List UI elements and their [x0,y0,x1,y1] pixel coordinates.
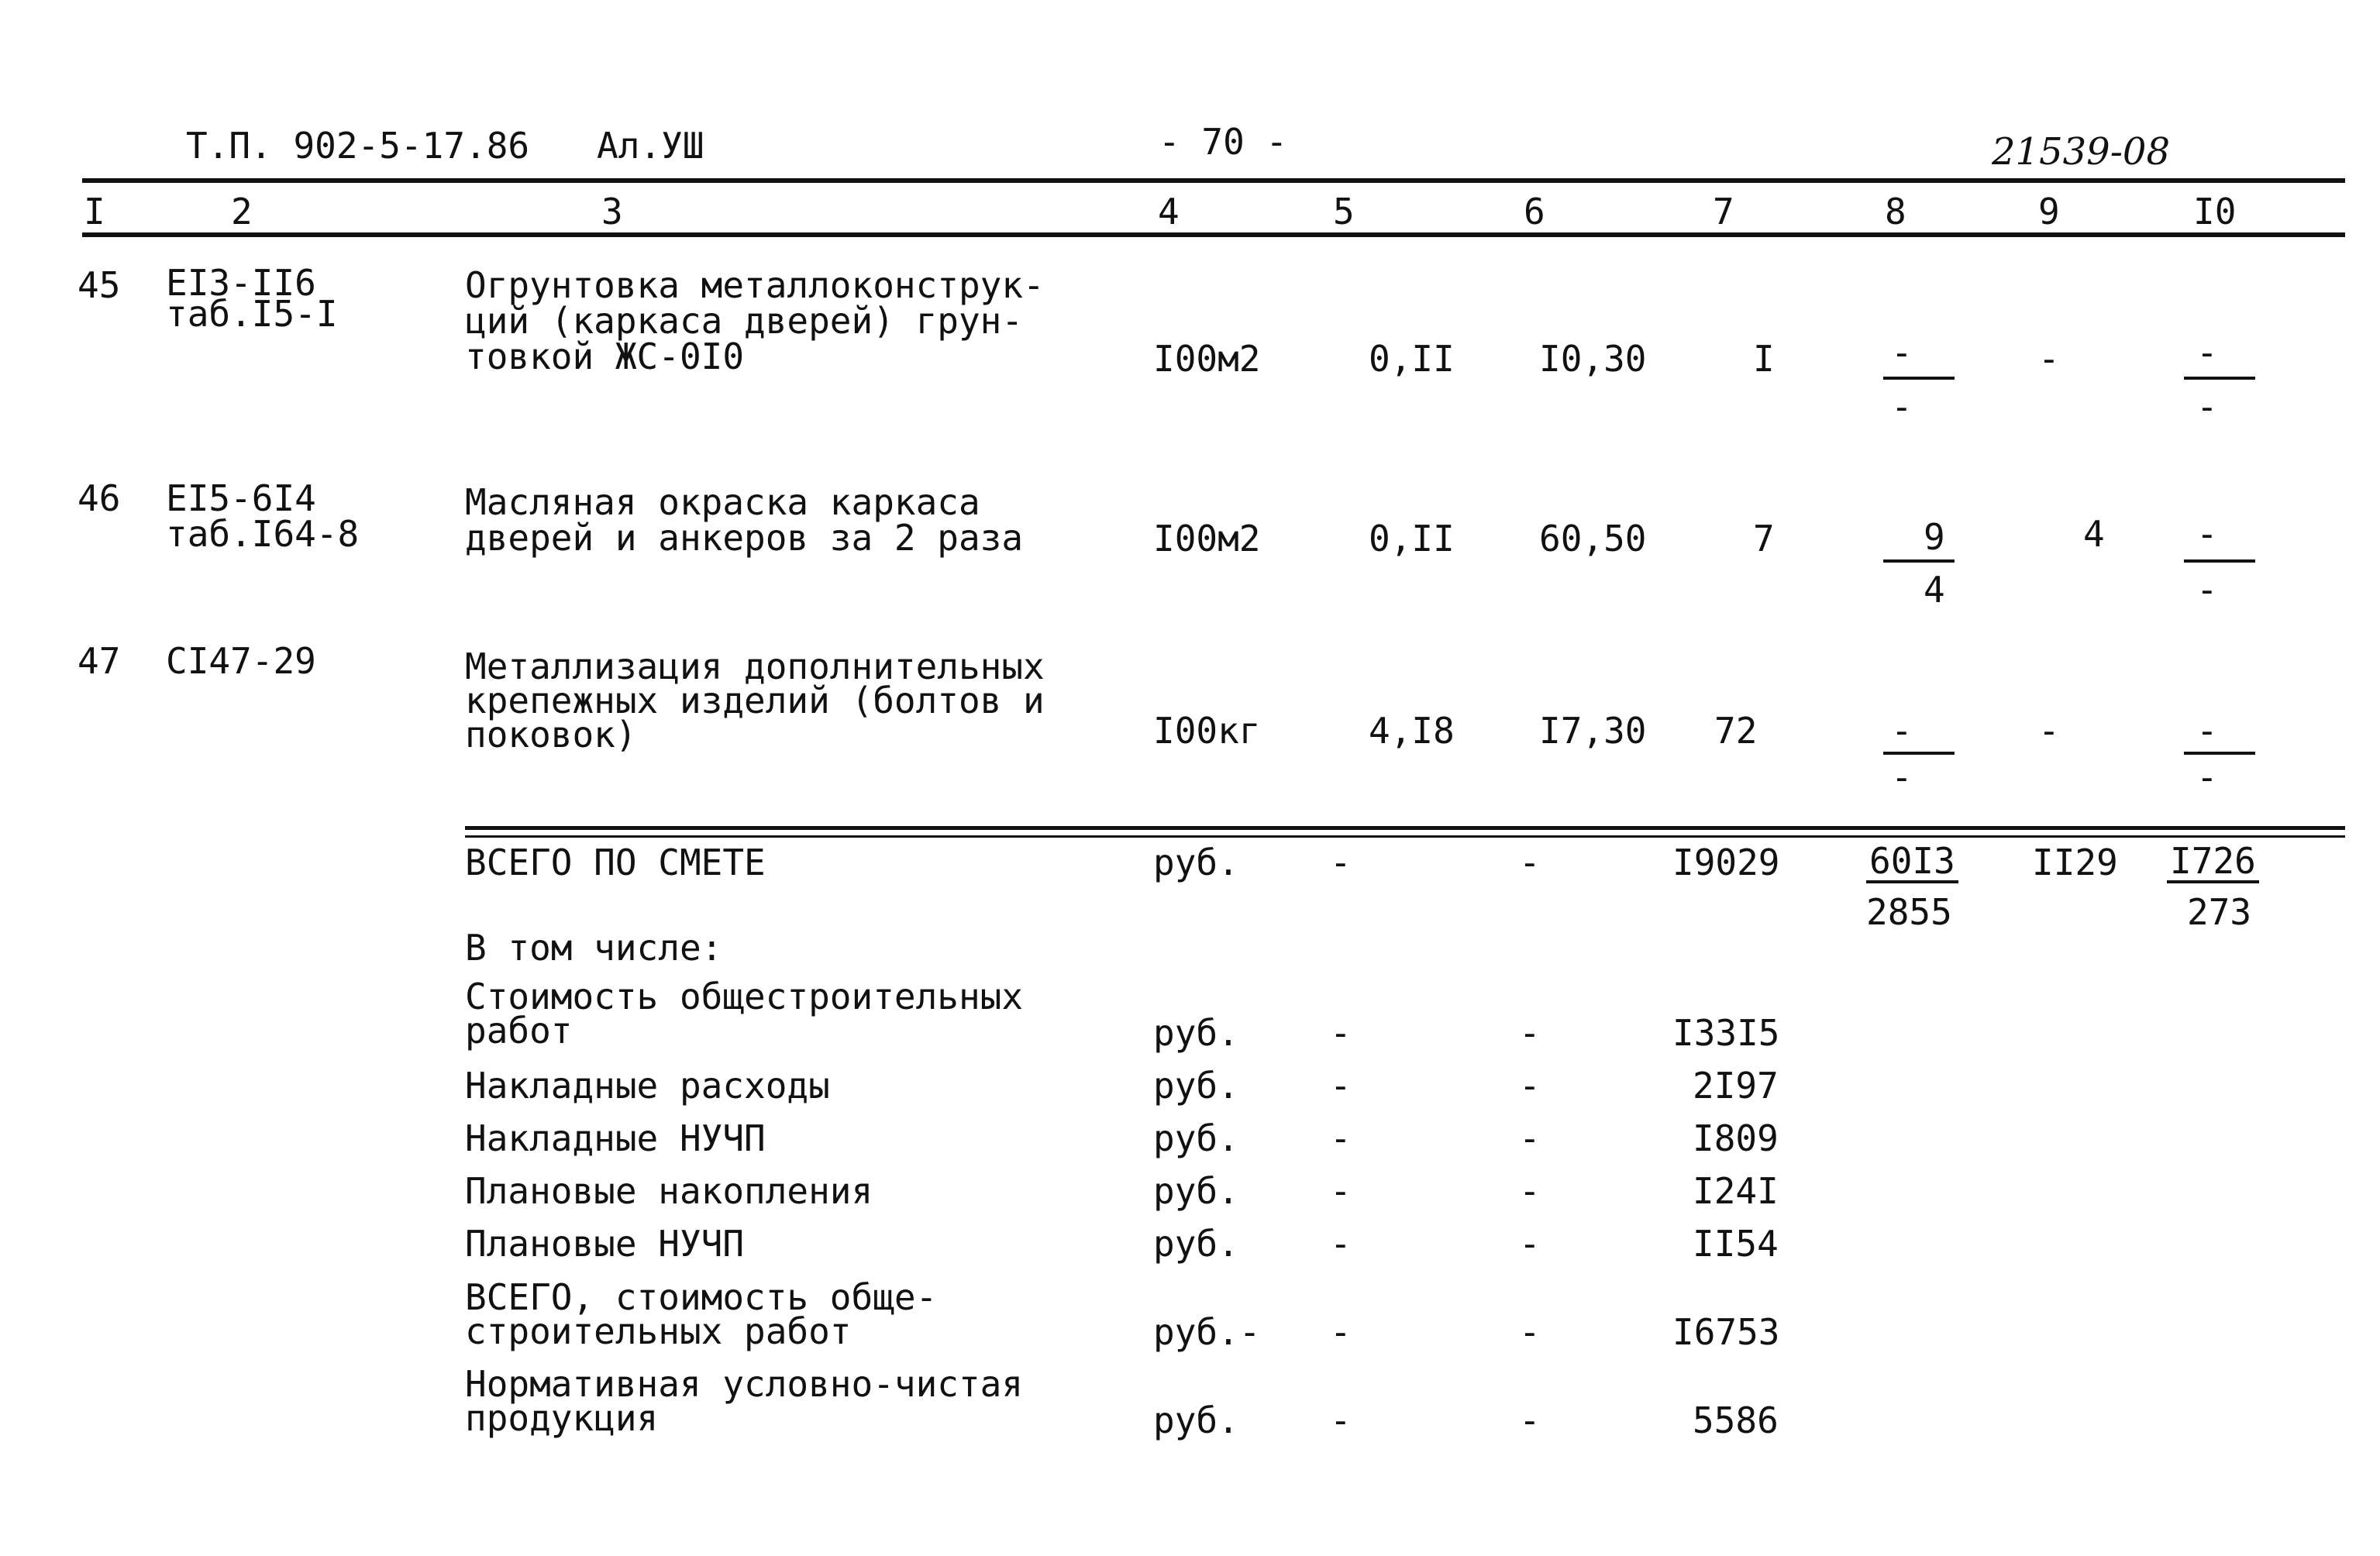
col-header-7: 7 [1713,191,1734,232]
col-header-8: 8 [1885,191,1906,232]
row-price: I7,30 [1539,710,1647,752]
col-header-3: 3 [601,191,623,232]
breakdown-total: 5586 [1693,1399,1779,1441]
row-col8-denominator: 4 [1924,569,1945,611]
totals-col10-denominator: 273 [2187,891,2252,933]
breakdown-qty: - [1330,1065,1352,1107]
row-price: I0,30 [1539,338,1647,380]
row-unit: I00м2 [1153,338,1261,380]
breakdown-unit: руб. [1153,1117,1239,1159]
row-description: Масляная окраска каркаса дверей и анкеров за 2 раза [465,481,1024,559]
breakdown-price: - [1519,1311,1541,1353]
col-header-10: I0 [2193,191,2237,232]
breakdown-total: I6753 [1672,1311,1780,1353]
row-col9: - [2038,710,2060,752]
breakdown-label: Стоимость общестроительных работ [465,976,1024,1052]
page-number: - 70 - [1159,121,1288,163]
row-col9: 4 [2083,513,2105,555]
breakdown-unit: руб. [1153,1223,1239,1265]
row-price: 60,50 [1539,518,1647,559]
breakdown-unit: руб. [1153,1012,1239,1054]
breakdown-price: - [1519,1012,1541,1054]
breakdown-price: - [1519,1065,1541,1107]
album-label: Ал.УШ [597,125,704,167]
breakdown-label: Плановые накопления [465,1170,873,1212]
breakdown-price: - [1519,1170,1541,1212]
row-col8: 9 [1924,516,1945,558]
row-qty: 4,I8 [1369,710,1455,752]
row-col10-denominator: - [2196,756,2218,798]
row-col8-denominator: - [1891,386,1913,428]
doc-code: Т.П. 902-5-17.86 [186,125,530,167]
row-col10: - [2196,710,2218,752]
row-col9: - [2038,338,2060,380]
col-header-2: 2 [231,191,253,232]
breakdown-qty: - [1330,1117,1352,1159]
row-number: 47 [77,640,121,682]
row-col8-fraction-bar [1883,559,1955,563]
breakdown-unit: руб. [1153,1170,1239,1212]
row-col8-fraction-bar [1883,377,1955,380]
totals-col8 [1866,840,1958,883]
breakdown-price: - [1519,1117,1541,1159]
col-header-5: 5 [1333,191,1355,232]
row-col8: - [1891,332,1913,374]
totals-label: ВСЕГО ПО СМЕТЕ [465,842,766,883]
including-label: В том числе: [465,927,723,969]
breakdown-qty: - [1330,1399,1352,1441]
row-unit: I00м2 [1153,518,1261,559]
row-col10-fraction-bar [2184,377,2255,380]
breakdown-total: 2I97 [1693,1065,1779,1107]
row-qty: 0,II [1369,518,1455,559]
breakdown-qty: - [1330,1223,1352,1265]
row-code: EI3-II6 таб.I5-I [166,262,338,335]
col-header-1: I [84,191,105,232]
breakdown-qty: - [1330,1012,1352,1054]
breakdown-total: I809 [1693,1117,1779,1159]
top-rule [82,178,2345,183]
row-col10-fraction-bar [2184,559,2255,563]
row-col10-fraction-bar [2184,752,2255,755]
breakdown-unit: руб. [1153,1399,1239,1441]
totals-qty: - [1330,842,1352,883]
header-bottom-rule [82,232,2345,237]
row-col10: - [2196,513,2218,555]
breakdown-price: - [1519,1223,1541,1265]
totals-col8-denominator: 2855 [1866,891,1952,933]
breakdown-total: II54 [1693,1223,1779,1265]
totals-total: I9029 [1672,842,1780,883]
totals-price: - [1519,842,1541,883]
inventory-number: 21539-08 [1992,130,2170,174]
totals-col10-numerator: I726 [2167,843,2259,883]
row-col8-denominator: - [1891,756,1913,798]
row-number: 46 [77,477,121,519]
row-total: 7 [1753,518,1775,559]
row-col10-denominator: - [2196,386,2218,428]
row-col8-fraction-bar [1883,752,1955,755]
breakdown-unit: руб.- [1153,1311,1261,1353]
breakdown-total: I33I5 [1672,1012,1780,1054]
row-qty: 0,II [1369,338,1455,380]
row-col10: - [2196,332,2218,374]
totals-rule-1 [465,826,2345,830]
breakdown-price: - [1519,1399,1541,1441]
breakdown-label: Накладные расходы [465,1065,830,1107]
row-description: Металлизация дополнительных крепежных изделий (болтов и поковок) [465,645,1045,756]
totals-rule-2 [465,835,2345,838]
breakdown-total: I24I [1693,1170,1779,1212]
col-header-9: 9 [2038,191,2060,232]
row-code: EI5-6I4 таб.I64-8 [166,477,360,555]
row-total: 72 [1714,710,1758,752]
totals-unit: руб. [1153,842,1239,883]
row-col8: - [1891,710,1913,752]
row-number: 45 [77,264,121,306]
breakdown-unit: руб. [1153,1065,1239,1107]
breakdown-qty: - [1330,1311,1352,1353]
row-unit: I00кг [1153,710,1261,752]
breakdown-label: ВСЕГО, стоимость обще- строительных работ [465,1276,938,1352]
breakdown-label: Плановые НУЧП [465,1223,745,1265]
totals-col10 [2167,840,2259,883]
row-col10-denominator: - [2196,569,2218,611]
col-header-4: 4 [1158,191,1180,232]
totals-col9: II29 [2032,842,2118,883]
row-description: Огрунтовка металлоконструк- ций (каркаса дверей) грун- товкой ЖС-0I0 [465,264,1045,377]
totals-col8-numerator: 60I3 [1866,843,1958,883]
breakdown-qty: - [1330,1170,1352,1212]
breakdown-label: Накладные НУЧП [465,1117,766,1159]
row-total: I [1753,338,1775,380]
col-header-6: 6 [1524,191,1545,232]
breakdown-label: Нормативная условно-чистая продукция [465,1363,1024,1439]
row-code: CI47-29 [166,640,316,682]
